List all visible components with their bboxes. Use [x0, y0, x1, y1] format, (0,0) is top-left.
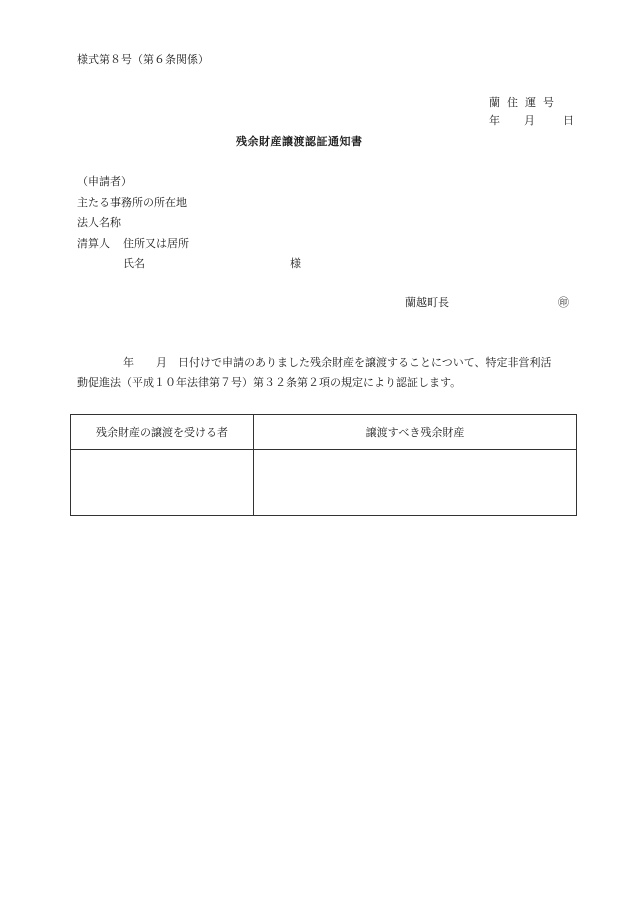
body-month: 月	[156, 356, 167, 369]
liquidator-name-label: 氏名	[123, 257, 145, 270]
document-number: 蘭住運号	[489, 96, 561, 109]
honorific-sama: 様	[290, 257, 301, 270]
form-number: 様式第８号（第６条関係）	[77, 53, 209, 66]
corporation-name-label: 法人名称	[77, 216, 121, 229]
office-address-label: 主たる事務所の所在地	[77, 196, 187, 209]
body-rest: 日付けで申請のありました残余財産を譲渡することについて、特定非営利活	[178, 356, 552, 369]
liquidator-label: 清算人	[77, 237, 110, 250]
column-header-recipient: 残余財産の譲渡を受ける者	[71, 415, 254, 450]
body-text-line-2: 動促進法（平成１０年法律第７号）第３２条第２項の規定により認証します。	[77, 376, 462, 389]
applicant-heading: （申請者）	[77, 175, 132, 188]
date-year: 年	[489, 114, 500, 127]
seal-mark: ㊞	[558, 296, 569, 309]
page-title: 残余財産譲渡認証通知書	[236, 135, 363, 148]
assets-cell[interactable]	[254, 450, 577, 516]
table-row	[71, 450, 577, 516]
recipient-cell[interactable]	[71, 450, 254, 516]
body-year: 年	[123, 356, 134, 369]
date-month: 月	[524, 114, 535, 127]
liquidator-address-label: 住所又は居所	[123, 237, 189, 250]
body-text-line-1	[77, 356, 552, 370]
column-header-assets: 譲渡すべき残余財産	[254, 415, 577, 450]
table-header-row	[71, 415, 577, 450]
issuer-mayor: 蘭越町長	[405, 296, 449, 309]
transfer-table	[70, 414, 577, 516]
date-day: 日	[563, 114, 574, 127]
